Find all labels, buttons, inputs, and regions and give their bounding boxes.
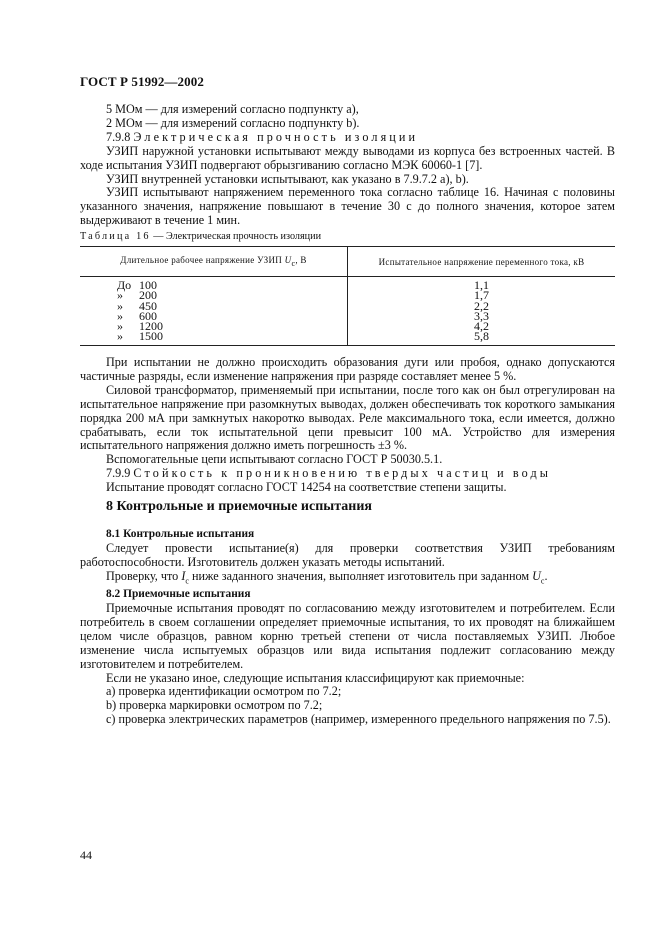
test-voltage-value: 1,1 [474, 278, 489, 292]
document-header: ГОСТ Р 51992—2002 [80, 74, 204, 89]
resistance-line-a: 5 МОм — для измерений согласно подпункту а), [106, 102, 359, 116]
test-voltage-value: 3,3 [474, 308, 489, 323]
section-test-requirements [80, 356, 615, 495]
column-header-test-voltage: Испытательное напряжение переменного тока, кВ [348, 247, 616, 277]
section-8-body [80, 528, 615, 727]
test-voltage-cell [348, 277, 616, 346]
paragraph: Проверку, что $I_c$ ниже заданного значения, выполняет изготовитель при заданном $U_c$. [106, 568, 548, 586]
paragraph: Вспомогательные цепи испытывают согласно ГОСТ Р 50030.5.1. [106, 452, 443, 467]
paragraph: При испытании не должно происходить образования дуги или пробоя, однако допускаются частичные разряды, если изменение напряжения при разряде составляет менее 5 %. [80, 355, 615, 383]
insulation-strength-table [80, 246, 615, 346]
paragraph: УЗИП внутренней установки испытывают, как указано в 7.9.7.2 а), b). [106, 171, 469, 186]
paragraph: УЗИП наружной установки испытывают между выводами из корпуса без встроенных частей. В ходе испытания УЗИП подвергают обрызгиванию согласно МЭК 60060-1 [7]. [80, 143, 615, 172]
subsection-heading-7-9-9 [80, 467, 615, 481]
subsection-8-1-heading: 8.1 Контрольные испытания [106, 528, 255, 540]
table-row: » 600 [117, 308, 157, 323]
test-voltage-value: 1,7 [474, 288, 489, 303]
paragraph: УЗИП испытывают напряжением переменного тока согласно таблице 16. Начиная с половины указанного значения, напряжение повышают в течение 30 с до полного значения, которое затем выдерживают в течение 1 мин. [80, 185, 615, 228]
table-caption-label: Таблица 16 [80, 231, 151, 242]
table-caption [80, 230, 615, 244]
table-row: » 450 [117, 298, 157, 313]
test-voltage-value: 5,8 [474, 329, 489, 344]
page-number: 44 [80, 848, 92, 862]
paragraph: Если не указано иное, следующие испытания классифицируют как приемочные: [106, 670, 525, 685]
section-8-heading: 8 Контрольные и приемочные испытания [106, 499, 372, 514]
resistance-line-b: 2 МОм — для измерений согласно подпункту b). [106, 115, 360, 130]
table-row: » 200 [117, 288, 157, 303]
subsection-number: 7.9.9 [106, 466, 131, 481]
section-7-9-8 [80, 103, 615, 228]
table-row: » 1200 [117, 319, 163, 334]
test-voltage-value: 4,2 [474, 319, 489, 334]
paragraph: Приемочные испытания проводят по согласованию между изготовителем и потребителем. Если потребитель в своем соглашении определяет приемочные испытания, то их проводят на ближайшем целом числе образцов, равном корню третьей степени от числа поставляемых УЗИП. Любое изменение числа испытуемых образцов или вида испытания подлежит согласованию между изготовителем и потребителем. [80, 600, 615, 671]
paragraph: Испытание проводят согласно ГОСТ 14254 на соответствие степени защиты. [106, 480, 507, 495]
column-header-working-voltage: Длительное рабочее напряжение УЗИП $U_c$, В [80, 247, 348, 277]
list-item: b) проверка маркировки осмотром по 7.2; [106, 698, 323, 713]
working-voltage-cell [80, 277, 348, 346]
table-caption-text: — Электрическая прочность изоляции [150, 231, 322, 242]
subsection-number: 7.9.8 [106, 129, 131, 144]
paragraph: Следует провести испытание(я) для проверки соответствия УЗИП требованиям работоспособности. Изготовитель должен указать методы испытаний. [80, 540, 615, 569]
table-row: До 100 [117, 278, 157, 292]
subsection-8-2-heading: 8.2 Приемочные испытания [106, 588, 251, 601]
subsection-heading-7-9-8 [80, 131, 615, 145]
list-item: а) проверка идентификации осмотром по 7.2; [106, 684, 342, 699]
test-voltage-value: 2,2 [474, 298, 489, 313]
subsection-title: Электрическая прочность изоляции [133, 129, 419, 144]
subsection-title: Стойкость к проникновению твердых частиц и воды [133, 466, 552, 481]
paragraph: Силовой трансформатор, применяемый при испытании, после того как он был отрегулирован на испытательное напряжение при разомкнутых выводах, должен обеспечивать ток короткого замыкания порядка 200 мА при замкнутых накоротко выводах. Реле максимального тока, если имеется, должно срабатывать, если ток испытательной цепи превысит 100 мА. Устройство для измерения испытательного напряжения должно иметь погрешность ±3 %. [80, 382, 615, 453]
list-item: с) проверка электрических параметров (например, измеренного предельного напряжения по 7.5). [106, 712, 611, 727]
table-row: » 1500 [117, 329, 163, 344]
